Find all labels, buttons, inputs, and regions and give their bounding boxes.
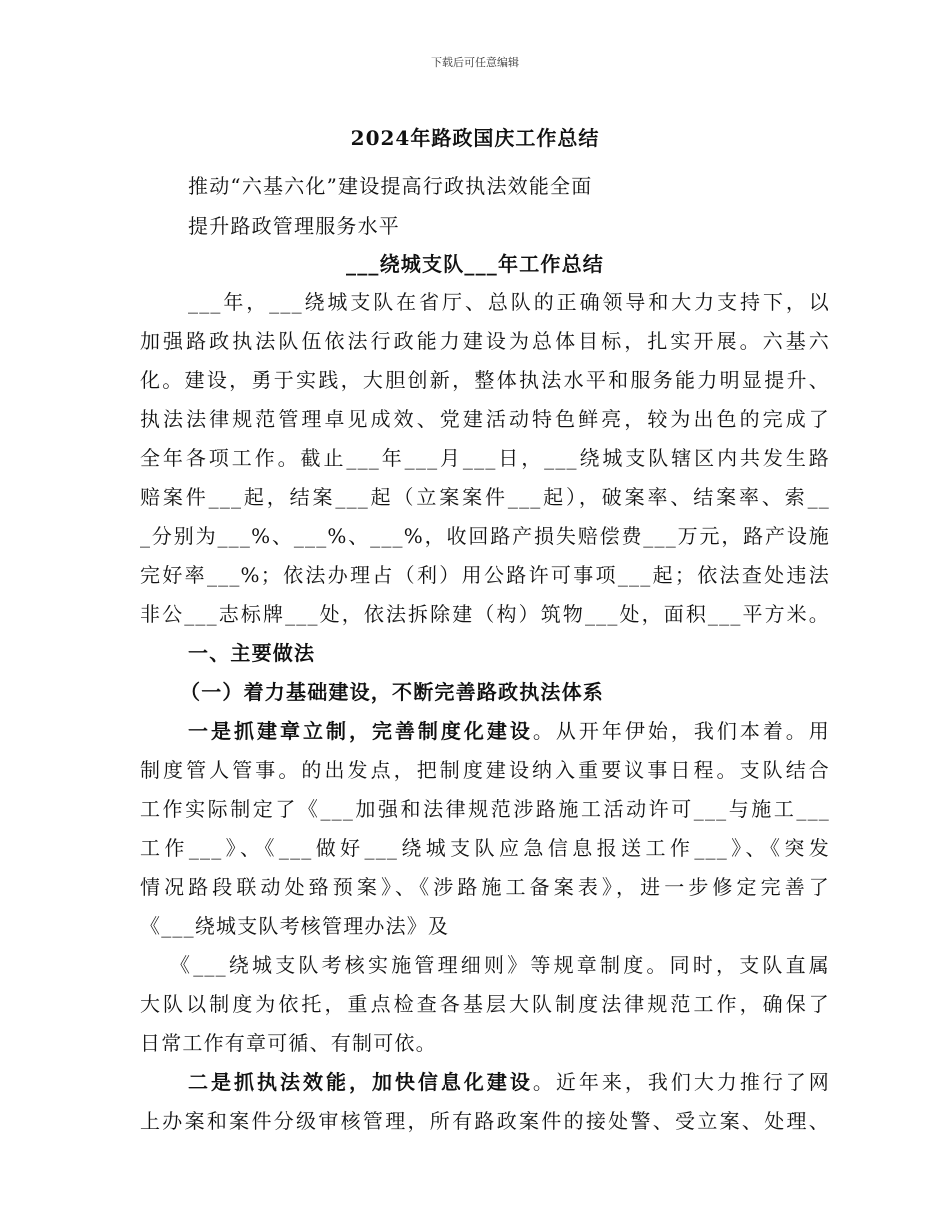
- para1b-line: 大队以制度为依托，重点检查各基层大队制度法律规范工作，确保了: [140, 992, 830, 1016]
- para1-line: 工作___》、《___做好___绕城支队应急信息报送工作___》、《突发: [140, 836, 830, 860]
- intro-line: 化。建设，勇于实践，大胆创新，整体执法水平和服务能力明显提升、: [140, 368, 830, 392]
- subtitle-line: 提升路政管理服务水平: [188, 214, 400, 238]
- para2-lead: 二是抓执法效能，加快信息化建设: [188, 1070, 533, 1094]
- para1-line: 情况路段联动处臵预案》、《涉路施工备案表》，进一步修定完善了: [140, 875, 830, 899]
- para1-first-line: [188, 717, 830, 745]
- para1-line: 制度管人管事。的出发点，把制度建设纳入重要议事日程。支队结合: [140, 758, 830, 782]
- intro-line: 执法法律规范管理卓见成效、党建活动特色鲜亮，较为出色的完成了: [140, 407, 830, 431]
- section-title: ___绕城支队___年工作总结: [346, 252, 604, 276]
- para2-line: 上办案和案件分级审核管理，所有路政案件的接处警、受立案、处理、: [140, 1109, 830, 1133]
- intro-line: 全年各项工作。截止___年___月___日，___绕城支队辖区内共发生路: [140, 446, 830, 470]
- para1-line: 《___绕城支队考核管理办法》及: [140, 914, 450, 938]
- intro-line: 赔案件___起，结案___起（立案案件___起），破案率、结案率、索__: [140, 485, 830, 509]
- intro-line: 非公___志标牌___处，依法拆除建（构）筑物___处，面积___平方米。: [140, 602, 830, 626]
- para1-line: 工作实际制定了《___加强和法律规范涉路施工活动许可___与施工___: [140, 797, 830, 821]
- header-note: 下载后可任意编辑: [431, 56, 519, 69]
- intro-line: _分别为___%、___%、___%，收回路产损失赔偿费___万元，路产设施: [140, 524, 830, 548]
- heading-infrastructure: （一）着力基础建设，不断完善路政执法体系: [180, 680, 604, 704]
- para2-first-line: [188, 1068, 830, 1096]
- para1b-line: 《___绕城支队考核实施管理细则》等规章制度。同时，支队直属: [170, 953, 830, 977]
- heading-main-practices: 一、主要做法: [188, 641, 316, 665]
- subtitle-line: 推动“六基六化”建设提高行政执法效能全面: [188, 174, 593, 198]
- para2-first-rest: 。近年来，我们大力推行了网: [532, 1070, 830, 1094]
- intro-line: 完好率___%；依法办理占（利）用公路许可事项___起；依法查处违法: [140, 563, 830, 587]
- para1-lead: 一是抓建章立制，完善制度化建设: [188, 719, 533, 743]
- document-title: 2024年路政国庆工作总结: [350, 126, 600, 150]
- intro-line: ___年，___绕城支队在省厅、总队的正确领导和大力支持下，以: [188, 290, 830, 314]
- para1-first-rest: 。从开年伊始，我们本着。用: [532, 719, 830, 743]
- para1b-line: 日常工作有章可循、有制可依。: [140, 1031, 437, 1055]
- intro-line: 加强路政执法队伍依法行政能力建设为总体目标，扎实开展。六基六: [140, 329, 830, 353]
